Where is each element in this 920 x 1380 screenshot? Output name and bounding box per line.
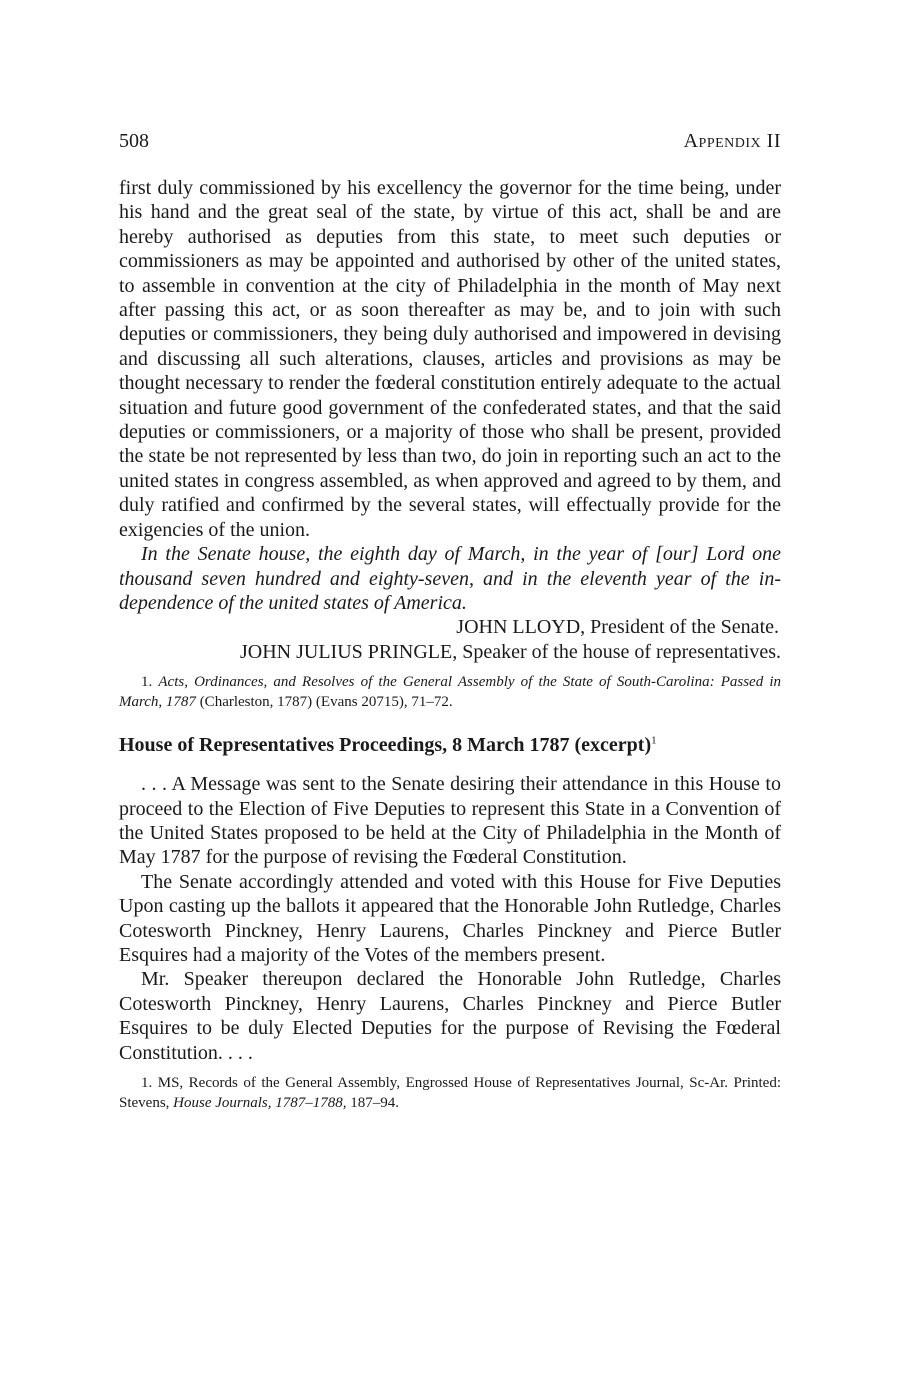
footnote-citation: (Charleston, 1787) (Evans 20715), 71–72. (195, 694, 453, 711)
footnote-records-text: 1. MS, Records of the General Assembly, Engrossed House of Representatives Journal, Sc-Ar. Printed: Stevens, (119, 1075, 781, 1111)
running-title: Appendix II (683, 130, 781, 152)
footnote-italic-title: Acts, Ordinances, and Resolves of the General Assembly of the State of South-Carolina: Passed in March, 1787 (119, 674, 782, 711)
proceedings-paragraph-1: . . . A Message was sent to the Senate desiring their attendance in this House to proceed to the Election of Five Deputies to represent this State in a Convention of the United States proposed to be held at the City of Philadelphia in the Month of May 1787 for the purpose of revising the Fœderal Constitution. (119, 773, 781, 869)
document-page (119, 126, 781, 1113)
signature-speaker: JOHN JULIUS PRINGLE, Speaker of the house of representatives. (240, 640, 781, 663)
signature-president: JOHN LLOYD, President of the Senate. (456, 616, 779, 639)
footnote-records-italic: House Journals, 1787–1788, (173, 1095, 347, 1111)
proceedings-paragraph-2: The Senate accordingly attended and voted with this House for Five Deputies Upon casting up the ballots it appeared that the Honorable John Rutledge, Charles Cotesworth Pinckney, Henry Laurens, Charles Pinckney and Pierce Butler Esquires had a majority of the Votes of the members present. (119, 870, 781, 966)
page-number: 508 (119, 130, 149, 152)
act-dateline: In the Senate house, the eighth day of March, in the year of [our] Lord one thousand seven hundred and eighty-seven, and in the eleventh year of the independence of the united states of America. (119, 543, 781, 614)
act-paragraph: first duly commissioned by his excellency the governor for the time being, under his hand and the great seal of the state, by virtue of this act, shall be and are hereby authorised as deputies from this state, to meet such deputies or commissioners as may be appointed and authorised by other of the united states, to assemble in convention at the city of Philadelphia in the month of May next after passing this act, or as soon thereafter as may be, and to join with such deputies or commissioners, they being duly authorised and impowered in devising and discussing all such alterations, clauses, articles and provisions as may be thought necessary to render the fœderal constitution entirely adequate to the actual situation and future good government of the confederated states, and that the said deputies or commissioners, or a majority of those who shall be present, provided the state be not represented by less than two, do join in reporting such an act to the united states in congress assembled, as when approved and agreed to by them, and duly ratified and confirmed by the several states, will effectually provide for the exigencies of the union. (119, 177, 781, 541)
proceedings-paragraph-3: Mr. Speaker thereupon declared the Honorable John Rutledge, Charles Cotesworth Pinckney, Henry Laurens, Charles Pinckney and Pierce Butler Esquires to be duly Elected Deputies for the purpose of Revising the Fœderal Constitution. . . . (119, 968, 781, 1064)
running-head (119, 126, 781, 156)
footnote-number: 1. (141, 674, 159, 691)
footnote-acts (119, 672, 781, 712)
section-heading-text: House of Representatives Proceedings, 8 March 1787 (excerpt) (119, 734, 652, 757)
footnote-records (119, 1073, 781, 1113)
footnote-records-pages: 187–94. (346, 1095, 399, 1111)
section-heading-note: 1 (651, 734, 657, 747)
section-heading (119, 732, 781, 758)
